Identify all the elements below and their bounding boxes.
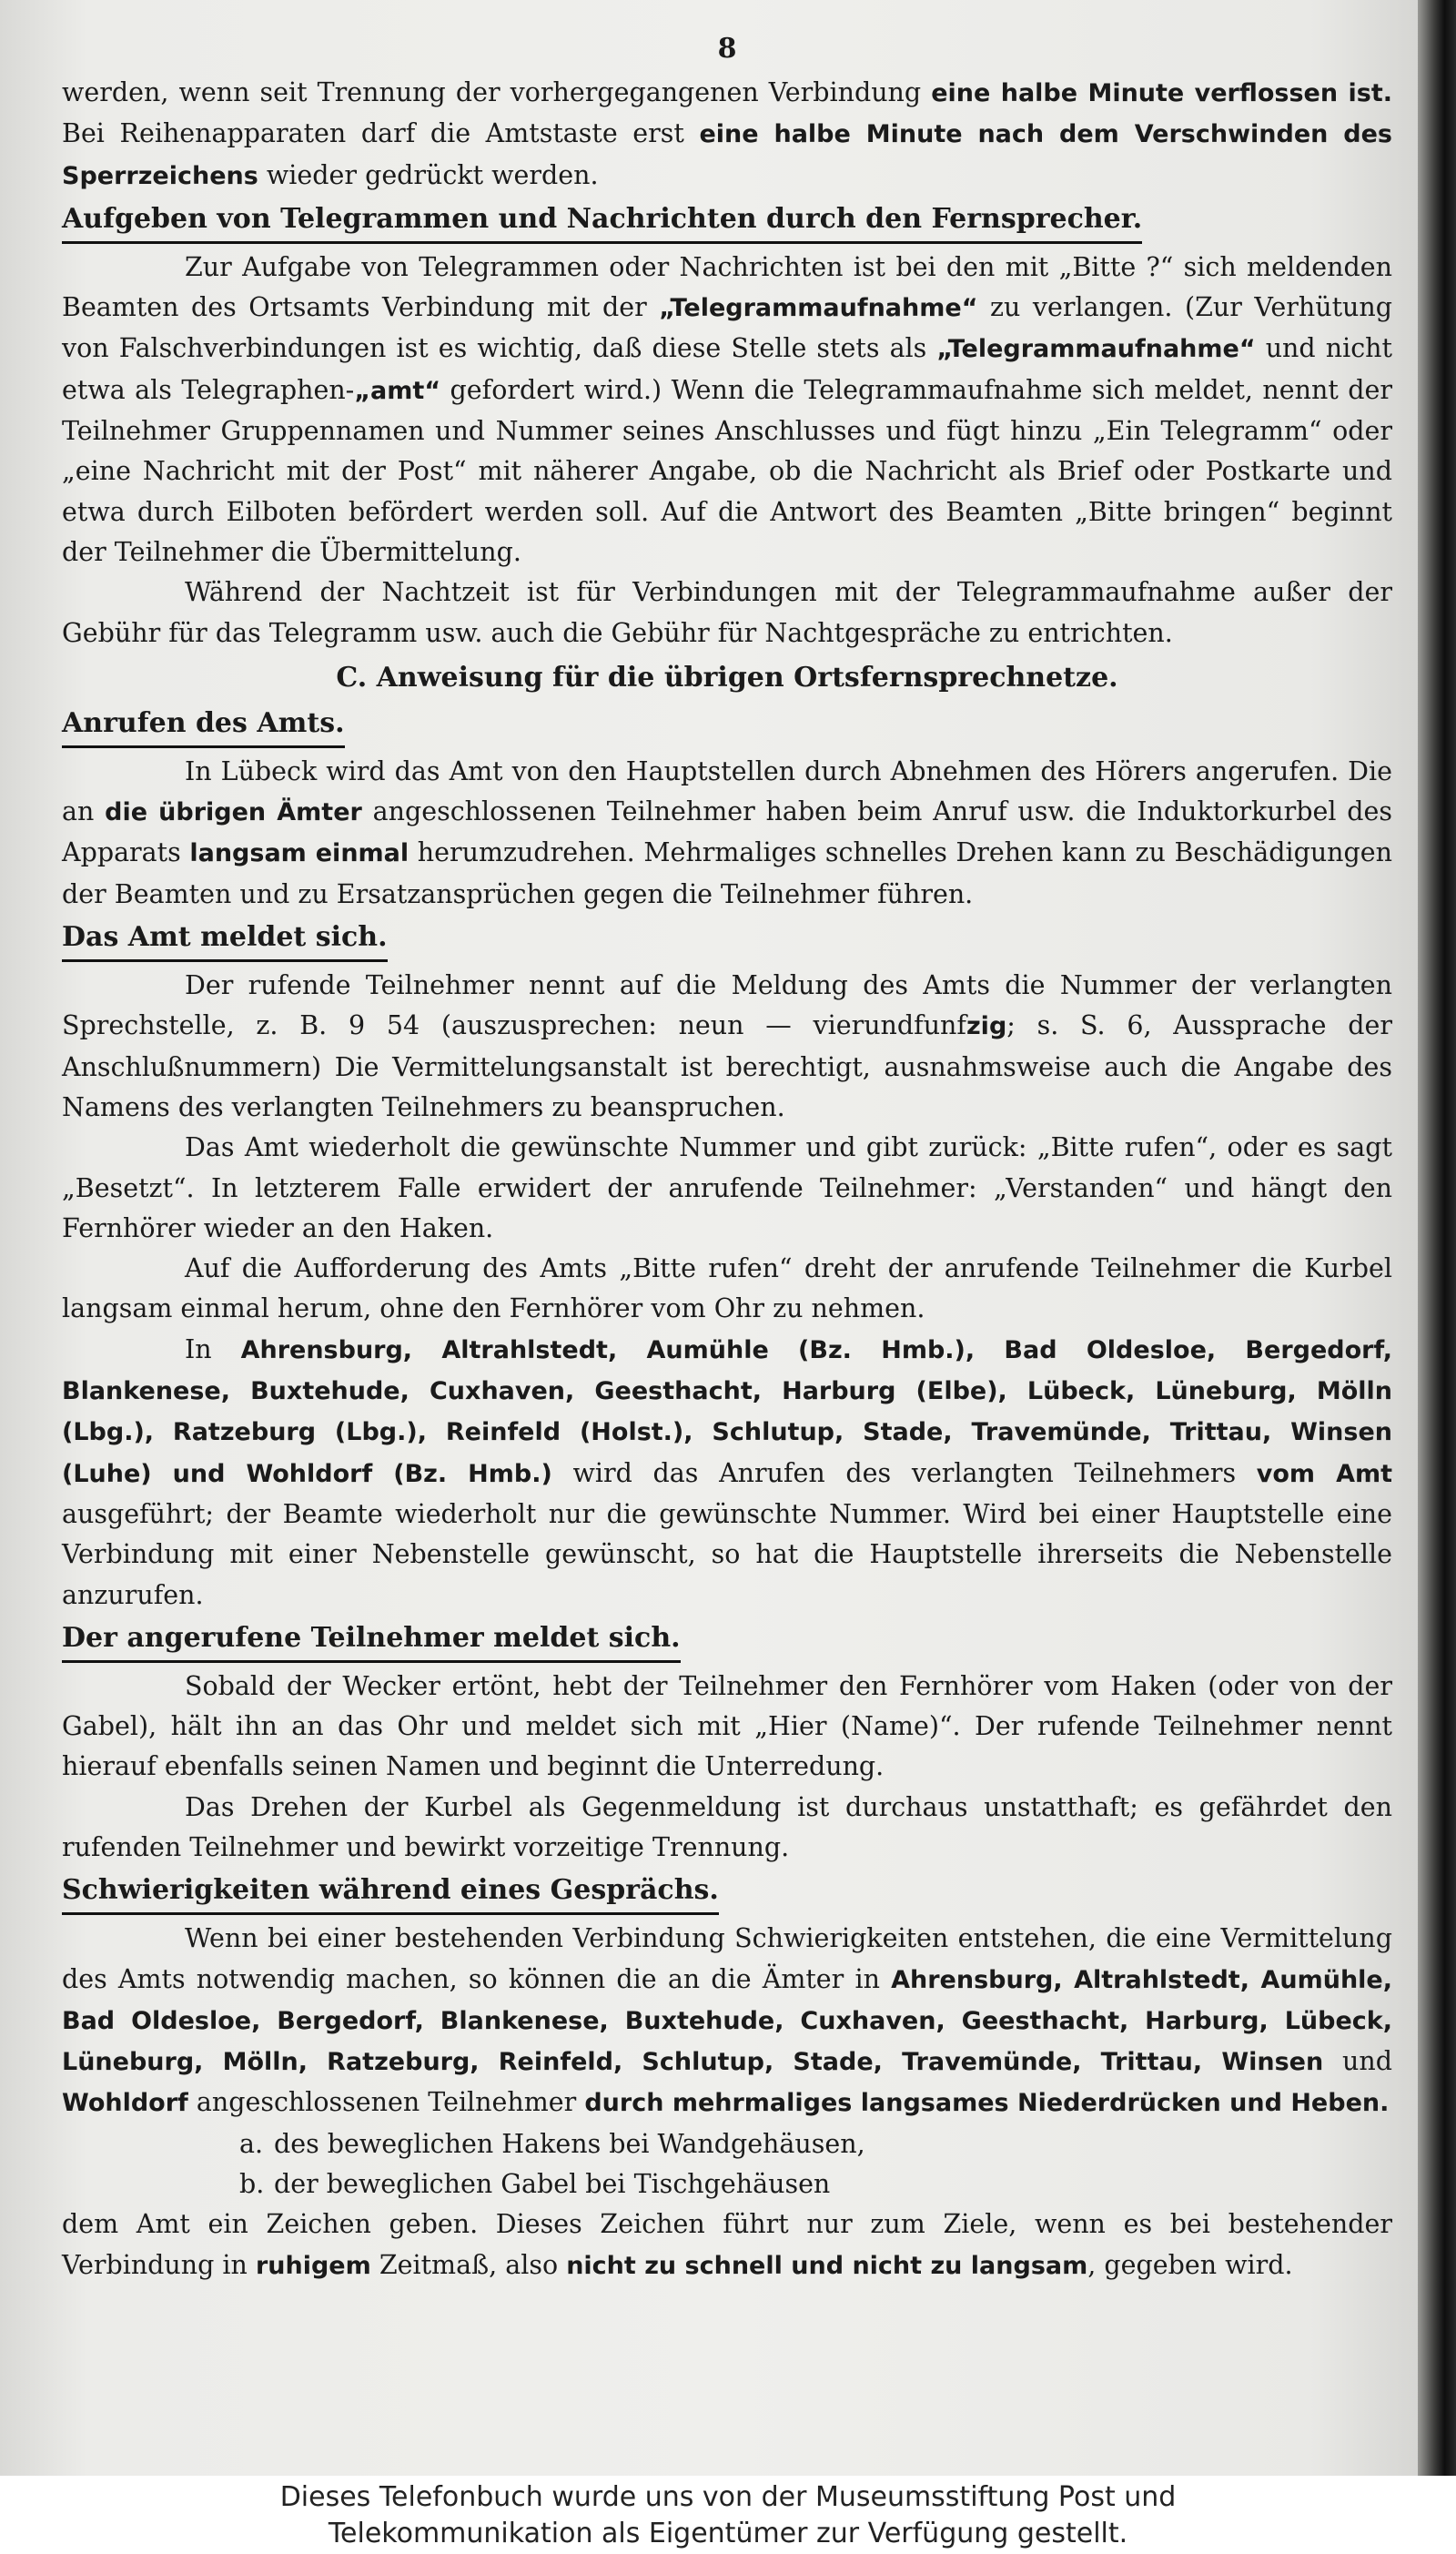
list-item xyxy=(62,2164,1392,2204)
text-run: herumzudrehen. Mehrmaliges schnelles Drehen kann zu Beschädigungen der Beamten und zu Ersatzansprüchen gegen die Teilnehmer führen. xyxy=(62,837,1392,909)
text-run: wird das Anrufen des verlangten Teilnehmers xyxy=(551,1457,1257,1488)
text-run: Zeitmaß, also xyxy=(370,2249,567,2280)
bold-run: eine halbe Minute verflossen ist. xyxy=(931,79,1392,107)
list-letter: a. xyxy=(239,2128,264,2159)
paragraph-telegramm-1 xyxy=(62,248,1392,573)
page-content xyxy=(62,33,1392,2286)
text-run: gefordert wird.) Wenn die Telegrammaufnahme sich meldet, nennt der Teilnehmer Gruppennamen und Nummer seines Anschlusses und fügt hinzu „Ein Telegramm“ oder „eine Nachricht mit der Post“ mit näherer Angabe, ob die Nachricht als Brief oder Postkarte und etwa durch Eilboten befördert werden soll. Auf die Antwort des Beamten „Bitte bringen“ beginnt der Teilnehmer die Übermittelung. xyxy=(62,374,1392,567)
paragraph-telegramm-2: Während der Nachtzeit ist für Verbindungen mit der Telegrammaufnahme außer der Gebühr für das Telegramm usw. auch die Gebühr für Nachtgespräche zu entrichten. xyxy=(62,577,1392,648)
text-run: wieder gedrückt werden. xyxy=(258,159,599,190)
text-run: werden, wenn seit Trennung der vorhergegangenen Verbindung xyxy=(62,77,932,107)
bold-run: Wohldorf xyxy=(62,2089,188,2118)
text-run: In xyxy=(185,1333,241,1364)
bold-run: zig xyxy=(966,1012,1007,1041)
text-run: dem Amt ein Zeichen geben. Dieses Zeichen führt nur zum Ziele, wenn es bei bestehender Verbindung in xyxy=(62,2209,1392,2280)
paragraph-schwierigkeiten-1 xyxy=(62,1919,1392,2123)
paragraph-anrufen xyxy=(62,752,1392,915)
paragraph-amt-2: Das Amt wiederholt die gewünschte Nummer und gibt zurück: „Bitte rufen“, oder es sagt „Besetzt“. In letzterem Falle erwidert der anrufende Teilnehmer: „Verstanden“ und hängt den Fernhörer wieder an den Haken. xyxy=(62,1132,1392,1243)
text-run: In Lübeck wird das Amt von den Hauptstellen durch Abnehmen des Hörers angerufen. Die an xyxy=(62,755,1392,827)
footer-line-2: Telekommunikation als Eigentümer zur Verfügung gestellt. xyxy=(328,2518,1128,2549)
text-run: zu verlangen. (Zur Verhütung von Falschverbindungen ist es wichtig, daß diese Stelle stets als xyxy=(62,292,1392,364)
text-run: angeschlossenen Teilnehmer xyxy=(187,2087,585,2118)
section-heading-amt-meldet: Das Amt meldet sich. xyxy=(62,917,388,962)
bold-run: Ahrensburg, Altrahlstedt, Aumühle, Bad Oldesloe, Bergedorf, Blankenese, Buxtehude, Cuxhaven, Geesthacht, Harburg, Lübeck, Lüneburg, Mölln, Ratzeburg, Reinfeld, Schlutup, Stade, Travemünde, Trittau, Winsen xyxy=(62,1965,1392,2077)
section-heading-angerufene: Der angerufene Teilnehmer meldet sich. xyxy=(62,1617,681,1663)
bold-run: „Telegrammaufnahme“ xyxy=(936,335,1256,364)
list-text: des beweglichen Hakens bei Wandgehäusen, xyxy=(274,2128,865,2159)
section-heading-telegramm: Aufgeben von Telegrammen und Nachrichten durch den Fernsprecher. xyxy=(62,198,1142,244)
bold-run: die übrigen Ämter xyxy=(105,798,362,827)
list-item xyxy=(62,2124,1392,2164)
section-heading-anrufen: Anrufen des Amts. xyxy=(62,703,345,748)
bold-run: eine halbe Minute nach dem Verschwinden des Sperrzeichens xyxy=(62,120,1392,190)
text-run: Bei Reihenapparaten darf die Amtstaste erst xyxy=(62,118,700,149)
text-run: Der rufende Teilnehmer nennt auf die Meldung des Amts die Nummer der verlangten Sprechstelle, z. B. 9 54 (auszusprechen: neun — vierundfunf xyxy=(62,970,1392,1041)
text-run: Wenn bei einer bestehenden Verbindung Schwierigkeiten entstehen, die eine Vermittelung des Amts notwendig machen, so können die an die Ämter in xyxy=(62,1923,1392,1994)
text-run: angeschlossenen Teilnehmer haben beim Anruf usw. die Induktorkurbel des Apparats xyxy=(62,796,1393,868)
text-run: und xyxy=(1323,2046,1392,2077)
section-c-title: C. Anweisung für die übrigen Ortsfernsprechnetze. xyxy=(336,661,1118,694)
bold-run: ruhigem xyxy=(255,2251,371,2280)
text-run: ; s. S. 6, Aussprache der Anschlußnummern) Die Vermittelungsanstalt ist berechtigt, ausnahmsweise auch die Angabe des Namens des verlangten Teilnehmers zu beanspruchen. xyxy=(62,1010,1392,1122)
page-edge-shadow xyxy=(1418,0,1456,2476)
bold-run: durch mehrmaliges langsames Niederdrücken und Heben. xyxy=(584,2089,1390,2118)
paragraph-angerufene-2: Das Drehen der Kurbel als Gegenmeldung ist durchaus unstatthaft; es gefährdet den rufenden Teilnehmer und bewirkt vorzeitige Trennung. xyxy=(62,1791,1392,1862)
bold-run: Ahrensburg, Altrahlstedt, Aumühle (Bz. Hmb.), Bad Oldesloe, Bergedorf, Blankenese, Buxtehude, Cuxhaven, Geesthacht, Harburg (Elbe), Lübeck, Lüneburg, Mölln (Lbg.), Ratzeburg (Lbg.), Reinfeld (Holst.), Schlutup, Stade, Travemünde, Trittau, Winsen (Luhe) und Wohldorf (Bz. Hmb.) xyxy=(62,1335,1392,1488)
bold-run: nicht zu schnell und nicht zu langsam xyxy=(566,2251,1088,2280)
text-run: , gegeben wird. xyxy=(1087,2249,1293,2280)
bold-run: langsam einmal xyxy=(189,839,410,868)
paragraph-amt-1 xyxy=(62,966,1392,1128)
paragraph-amt-3: Auf die Aufforderung des Amts „Bitte rufen“ dreht der anrufende Teilnehmer die Kurbel langsam einmal herum, ohne den Fernhörer vom Ohr zu nehmen. xyxy=(62,1253,1392,1324)
bold-run: „amt“ xyxy=(354,376,441,405)
paragraph-angerufene-1: Sobald der Wecker ertönt, hebt der Teilnehmer den Fernhörer vom Haken (oder von der Gabel), hält ihn an das Ohr und meldet sich mit „Hier (Name)“. Der rufende Teilnehmer nennt hierauf ebenfalls seinen Namen und beginnt die Unterredung. xyxy=(62,1670,1392,1782)
section-heading-schwierigkeiten: Schwierigkeiten während eines Gesprächs. xyxy=(62,1870,719,1915)
paragraph-intro xyxy=(62,73,1392,197)
text-run: Zur Aufgabe von Telegrammen oder Nachrichten ist bei den mit „Bitte ?“ sich meldenden Beamten des Ortsamts Verbindung mit der xyxy=(62,251,1392,323)
page-number: 8 xyxy=(717,33,737,65)
copyright-footer xyxy=(0,2476,1456,2554)
footer-line-1: Dieses Telefonbuch wurde uns von der Museumsstiftung Post und xyxy=(279,2481,1177,2513)
paragraph-schwierigkeiten-2 xyxy=(62,2204,1392,2286)
list-letter: b. xyxy=(239,2169,265,2200)
bold-run: vom Amt xyxy=(1256,1459,1393,1488)
text-run: ausgeführt; der Beamte wiederholt nur die gewünschte Nummer. Wird bei einer Hauptstelle eine Verbindung mit einer Nebenstelle gewünscht, so hat die Hauptstelle ihrerseits die Nebenstelle anzurufen. xyxy=(62,1498,1392,1610)
paragraph-amt-4 xyxy=(62,1330,1392,1616)
text-run: und nicht etwa als Telegraphen- xyxy=(62,333,1392,405)
list-text: der beweglichen Gabel bei Tischgehäusen xyxy=(274,2169,831,2200)
bold-run: „Telegrammaufnahme“ xyxy=(659,294,978,323)
